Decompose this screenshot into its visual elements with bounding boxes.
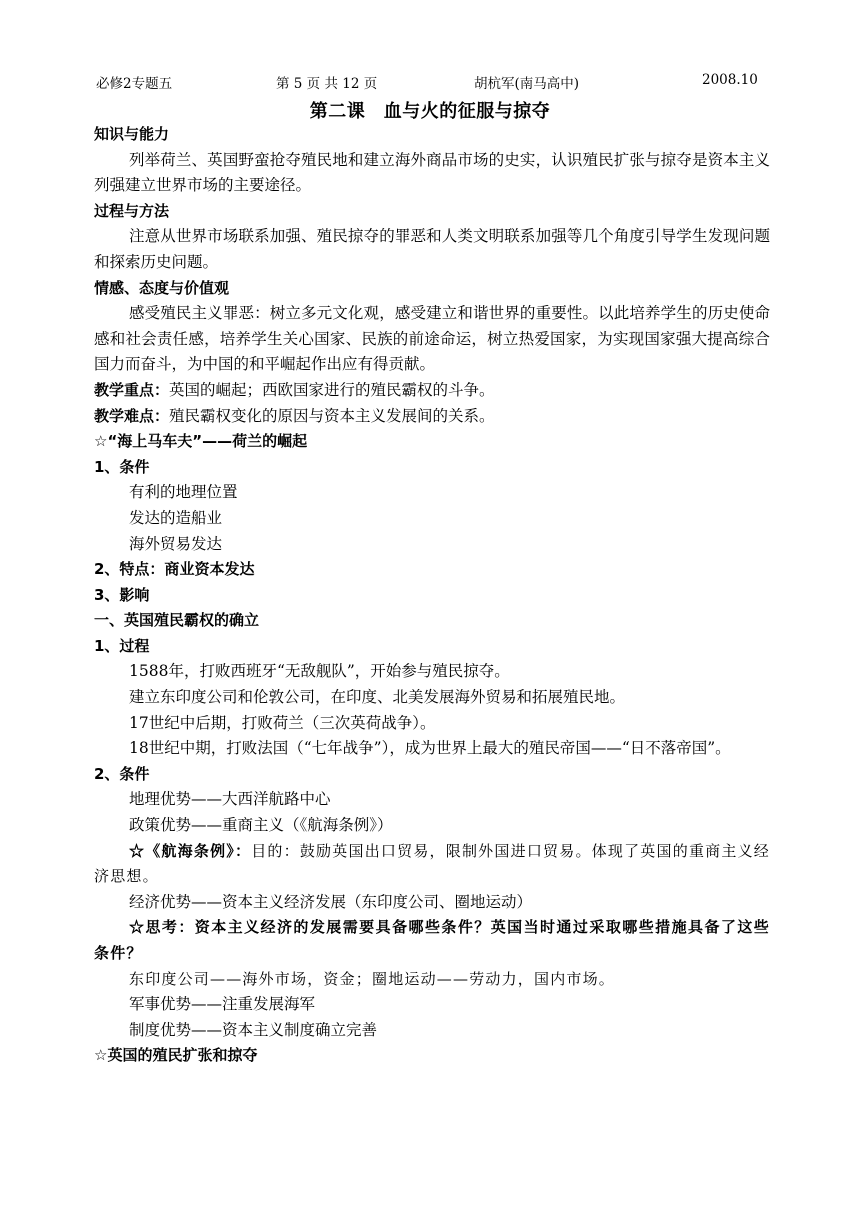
page-header: [0, 72, 860, 94]
dutch-conditions-heading: 1、条件: [94, 457, 150, 476]
think-question-text: ☆思考：资本主义经济的发展需要具备哪些条件？英国当时通过采取哪些措施具备了这些条件？: [94, 918, 770, 962]
think-question: [94, 915, 770, 966]
military-advantage: 军事优势——注重发展海军: [129, 995, 316, 1014]
lesson-title: 第二课 血与火的征服与掠夺: [309, 101, 551, 122]
britain-process-heading: 1、过程: [94, 636, 150, 655]
difficulty-text: 殖民霸权变化的原因与资本主义发展间的关系。: [169, 406, 495, 425]
dutch-impact: 3、影响: [94, 585, 150, 604]
dutch-condition-item: 海外贸易发达: [129, 534, 223, 553]
geo-advantage: 地理优势——大西洋航路中心: [129, 790, 331, 809]
difficulty-label: 教学难点：: [94, 406, 170, 425]
process-text: 注意从世界市场联系加强、殖民掠夺的罪恶和人类文明联系加强等几个角度引导学生发现问题和探索历史问题。: [94, 227, 770, 271]
think-answer: 东印度公司——海外市场，资金；圈地运动——劳动力，国内市场。: [129, 969, 616, 988]
header-date: 2008.10: [702, 72, 758, 88]
teaching-focus: [94, 378, 770, 404]
document-body: [94, 122, 770, 1069]
focus-text: 英国的崛起；西欧国家进行的殖民霸权的斗争。: [169, 380, 495, 399]
dutch-heading: ☆“海上马车夫”——荷兰的崛起: [94, 432, 308, 451]
britain-process-item: 17世纪中后期，打败荷兰（三次英荷战争）。: [129, 713, 436, 732]
navigation-acts-note: [94, 839, 770, 890]
teaching-difficulty: [94, 404, 770, 430]
emotion-heading: 情感、态度与价值观: [94, 278, 230, 297]
header-author: 胡杭军(南马高中): [474, 76, 580, 92]
header-course: 必修2专题五: [96, 76, 173, 92]
britain-conditions-heading: 2、条件: [94, 764, 150, 783]
navigation-acts-label: ☆《航海条例》：: [129, 841, 252, 860]
knowledge-heading: 知识与能力: [94, 125, 170, 143]
emotion-text: 感受殖民主义罪恶：树立多元文化观，感受建立和谐世界的重要性。以此培养学生的历史使命感和社会责任感，培养学生关心国家、民族的前途命运，树立热爱国家，为实现国家强大提高综合国力而奋斗，为中国的和平崛起作出应有得贡献。: [94, 304, 770, 374]
dutch-condition-item: 发达的造船业: [129, 508, 223, 527]
policy-advantage: 政策优势——重商主义（《航海条例》）: [129, 816, 393, 835]
britain-process-item: 18世纪中期，打败法国（“七年战争”），成为世界上最大的殖民帝国——“日不落帝国”。: [129, 739, 731, 758]
expansion-heading: ☆英国的殖民扩张和掠夺: [94, 1046, 258, 1065]
process-heading: 过程与方法: [94, 201, 170, 220]
economic-advantage: 经济优势——资本主义经济发展（东印度公司、圈地运动）: [129, 892, 533, 911]
britain-process-item: 1588年，打败西班牙“无敌舰队”，开始参与殖民掠夺。: [129, 662, 510, 681]
system-advantage: 制度优势——资本主义制度确立完善: [129, 1020, 378, 1039]
navigation-acts-text: 目的：鼓励英国出口贸易，限制外国进口贸易。体现了英国的重商主义经济思想。: [94, 841, 770, 886]
focus-label: 教学重点：: [94, 380, 170, 399]
dutch-condition-item: 有利的地理位置: [129, 483, 238, 502]
dutch-feature: 2、特点：商业资本发达: [94, 560, 255, 579]
header-page-number: 第 5 页 共 12 页: [276, 76, 378, 92]
knowledge-text: 列举荷兰、英国野蛮抢夺殖民地和建立海外商品市场的史实，认识殖民扩张与掠夺是资本主义列强建立世界市场的主要途径。: [94, 150, 770, 195]
britain-process-item: 建立东印度公司和伦敦公司，在印度、北美发展海外贸易和拓展殖民地。: [129, 688, 626, 707]
britain-heading: 一、英国殖民霸权的确立: [94, 611, 260, 630]
